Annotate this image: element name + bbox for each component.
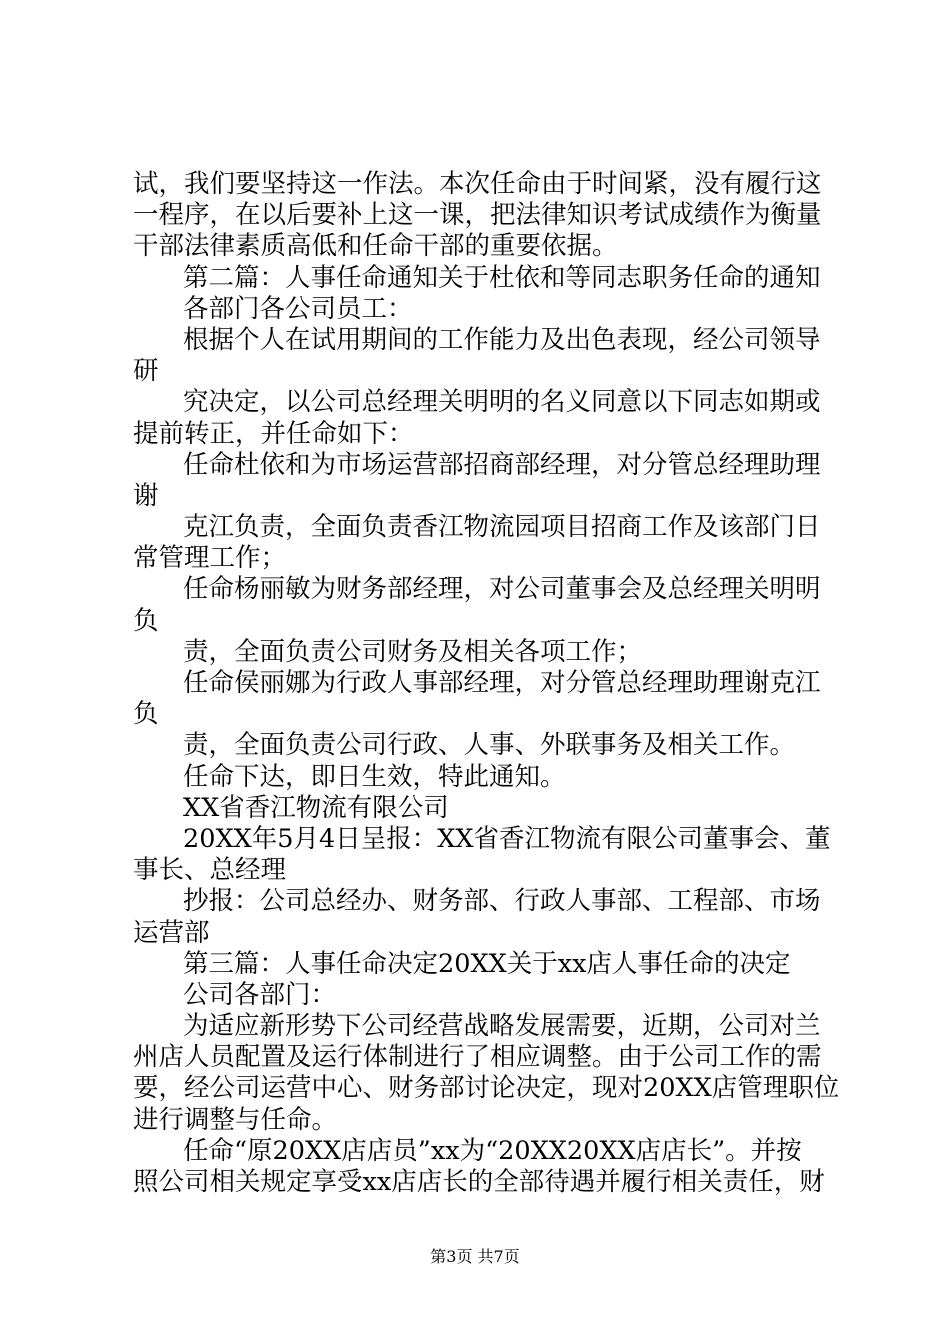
text-line: 任命“原20XX店店员”xx为“20XX20XX店店长”。并按 [183,1135,802,1166]
text-line: 谢 [133,480,159,511]
text-line: 任命杜依和为市场运营部招商部经理，对分管总经理助理 [183,449,821,480]
text-line: 一程序，在以后要补上这一课，把法律知识考试成绩作为衡量 [133,200,822,231]
text-line: 运营部 [133,917,210,948]
text-line: 责，全面负责公司行政、人事、外联事务及相关工作。 [183,730,796,761]
text-line: 负 [133,605,159,636]
text-line: 根据个人在试用期间的工作能力及出色表现，经公司领导 [183,324,821,355]
text-line: 克江负责，全面负责香江物流园项目招商工作及该部门日 [183,512,821,543]
text-line: 干部法律素质高低和任命干部的重要依据。 [133,231,618,262]
text-line: 州店人员配置及运行体制进行了相应调整。由于公司工作的需 [133,1042,822,1073]
text-line: 要，经公司运营中心、财务部讨论决定，现对20XX店管理职位 [133,1073,840,1104]
text-line: 为适应新形势下公司经营战略发展需要，近期，公司对兰 [183,1011,821,1042]
text-line: 任命侯丽娜为行政人事部经理，对分管总经理助理谢克江 [183,668,821,698]
text-line: 公司各部门： [183,979,337,1010]
text-line: 第二篇：人事任命通知关于杜依和等同志职务任命的通知 [183,262,821,293]
text-line: 试，我们要坚持这一作法。本次任命由于时间紧，没有履行这 [133,169,822,199]
text-line: 任命杨丽敏为财务部经理，对公司董事会及总经理关明明 [183,574,821,605]
text-line: 负 [133,699,159,730]
text-line: 究决定，以公司总经理关明明的名义同意以下同志如期或 [183,387,821,418]
text-line: 进行调整与任命。 [133,1104,338,1135]
text-line: 责，全面负责公司财务及相关各项工作； [183,636,643,667]
text-line: 第三篇：人事任命决定20XX关于xx店人事任命的决定 [183,948,791,979]
text-line: 事长、总经理 [133,855,287,886]
document-body [133,169,840,1199]
page-footer: 第3页 共7页 [430,1247,520,1266]
text-line: 提前转正，并任命如下： [133,418,414,449]
text-line: 照公司相关规定享受xx店店长的全部待遇并履行相关责任，财 [133,1167,825,1197]
text-line: 各部门各公司员工： [183,293,413,324]
text-line: XX省香江物流有限公司 [183,792,449,823]
text-line: 抄报：公司总经办、财务部、行政人事部、工程部、市场 [183,886,821,917]
text-line: 常管理工作； [133,543,287,574]
text-line: 任命下达，即日生效，特此通知。 [183,761,566,792]
text-line: 20XX年5月4日呈报：XX省香江物流有限公司董事会、董 [183,823,831,854]
text-line: 研 [133,356,159,387]
